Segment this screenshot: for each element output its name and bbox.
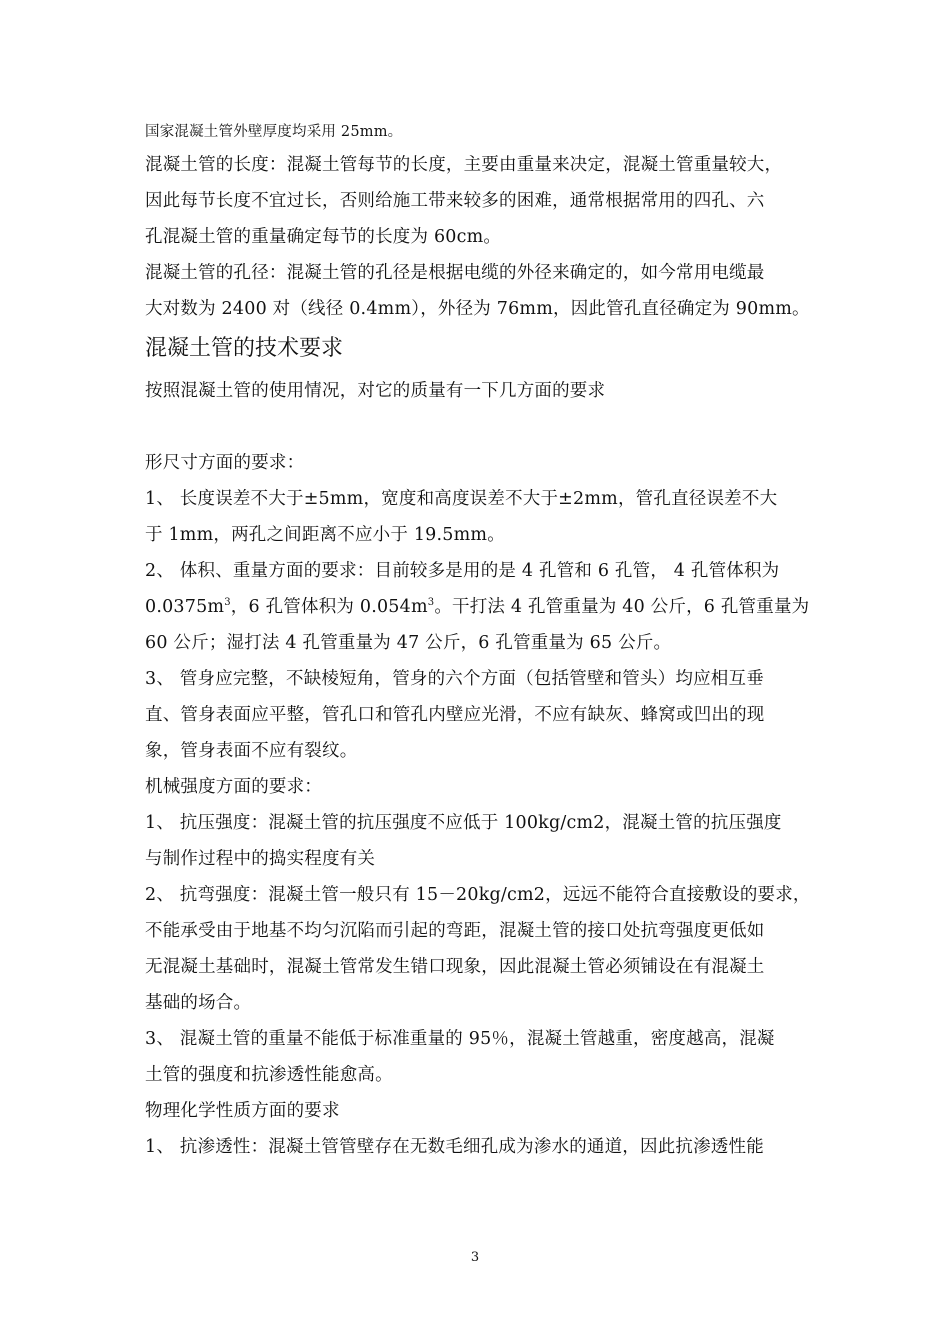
mech-item3-line-2: 土管的强度和抗渗透性能愈高。 [145, 1065, 393, 1085]
intro-line: 国家混凝土管外壁厚度均采用 25mm。 [145, 124, 403, 140]
superscript-3: 3 [427, 597, 435, 609]
page-content [145, 117, 810, 1165]
weight-dry: 。干打法 4 孔管重量为 40 公斤，6 孔管重量为 [434, 597, 810, 617]
shape-item2-line-1: 2、 体积、重量方面的要求：目前较多是用的是 4 孔管和 6 孔管， 4 孔管体积为 [145, 561, 780, 581]
bore-para-line-2: 大对数为 2400 对（线径 0.4mm），外径为 76mm，因此管孔直径确定为 90mm。 [145, 299, 810, 319]
shape-item1-line-2: 于 1mm，两孔之间距离不应小于 19.5mm。 [145, 525, 505, 545]
mech-item3-line-1: 3、 混凝土管的重量不能低于标准重量的 95％，混凝土管越重，密度越高，混凝 [145, 1029, 775, 1049]
shape-item2-line-2 [145, 589, 810, 625]
shape-item3-line-3: 象，管身表面不应有裂纹。 [145, 741, 358, 761]
shape-item3-line-2: 直、管身表面应平整，管孔口和管孔内壁应光滑，不应有缺灰、蜂窝或凹出的现 [145, 705, 765, 725]
page-number: 3 [470, 1250, 480, 1265]
mech-item1-line-1: 1、 抗压强度：混凝土管的抗压强度不应低于 100kg/cm2，混凝土管的抗压强度 [145, 813, 782, 833]
superscript-3: 3 [224, 597, 231, 609]
volume-4hole: 0.0375m [145, 597, 225, 617]
length-para-line-1: 混凝土管的长度：混凝土管每节的长度，主要由重量来决定，混凝土管重量较大， [145, 155, 783, 175]
phys-title: 物理化学性质方面的要求 [145, 1101, 340, 1121]
mech-item1-line-2: 与制作过程中的捣实程度有关 [145, 849, 376, 869]
mech-item2-line-4: 基础的场合。 [145, 993, 252, 1013]
length-para-line-2: 因此每节长度不宜过长，否则给施工带来较多的困难，通常根据常用的四孔、六 [145, 191, 765, 211]
section-heading: 混凝土管的技术要求 [145, 336, 344, 361]
mech-item2-line-2: 不能承受由于地基不均匀沉陷而引起的弯距，混凝土管的接口处抗弯强度更低如 [145, 921, 765, 941]
mech-item2-line-1: 2、 抗弯强度：混凝土管一般只有 15－20kg/cm2，远远不能符合直接敷设的要求， [145, 885, 811, 905]
mech-item2-line-3: 无混凝土基础时，混凝土管常发生错口现象，因此混凝土管必须铺设在有混凝土 [145, 957, 765, 977]
length-para-line-3: 孔混凝土管的重量确定每节的长度为 60cm。 [145, 227, 502, 247]
requirement-intro: 按照混凝土管的使用情况，对它的质量有一下几方面的要求 [145, 381, 606, 401]
blank-line [145, 409, 810, 445]
phys-item1-line-1: 1、 抗渗透性：混凝土管管壁存在无数毛细孔成为渗水的通道，因此抗渗透性能 [145, 1137, 764, 1157]
shape-item2-line-3: 60 公斤；湿打法 4 孔管重量为 47 公斤，6 孔管重量为 65 公斤。 [145, 633, 672, 653]
volume-6hole: ，6 孔管体积为 0.054m [230, 597, 428, 617]
shape-item3-line-1: 3、 管身应完整，不缺棱短角，管身的六个方面（包括管壁和管头）均应相互垂 [145, 669, 764, 689]
shape-item1-line-1: 1、 长度误差不大于±5mm，宽度和高度误差不大于±2mm，管孔直径误差不大 [145, 489, 778, 509]
bore-para-line-1: 混凝土管的孔径：混凝土管的孔径是根据电缆的外径来确定的，如今常用电缆最 [145, 263, 765, 283]
shape-title: 形尺寸方面的要求： [145, 453, 305, 473]
mech-title: 机械强度方面的要求： [145, 777, 322, 797]
